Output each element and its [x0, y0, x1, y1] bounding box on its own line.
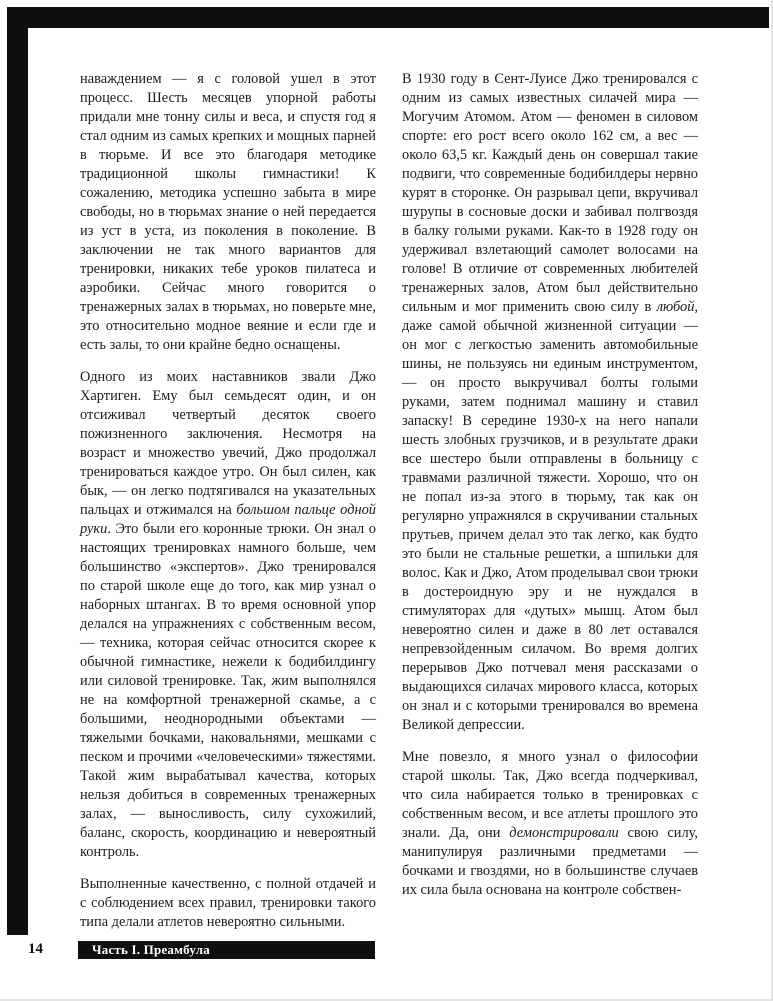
left-border-bar: [7, 7, 28, 935]
footer-section-title: Часть I. Преамбула: [92, 942, 210, 957]
page-number: 14: [28, 941, 43, 957]
paragraph: В 1930 году в Сент-Луисе Джо тренировался с одним из самых известных силачей мира — Могучим Атомом. Атом — феномен в силовом спорте: его рост всего около 162 см, а вес — около 63,5 кг. Каждый день он совершал такие подвиги, что современные бодибилдеры нервно курят в сторонке. Он разрывал цепи, вкручивал шурупы в сосновые доски и забивал полгвоздя в балку голыми руками. Как-то в 1928 году он удерживал взлетающий самолет волосами на голове! В отличие от современных любителей тренажерных залов, Атом был действительно сильным и мог применить свою силу в любой, даже самой обычной жизненной ситуации — он мог с легкостью заменить автомобильные шины, не пользуясь ни единым инструментом, — он просто выкручивал болты голыми руками, затем поднимал машину и ставил запаску! В середине 1930-х на него напали шесть злобных грузчиков, и в результате драки все шестеро были отправлены в больницу с травмами различной тяжести. Хорошо, что он не попал из-за этого в тюрьму, так как он регулярно упражнялся в скручивании стальных прутьев, причем делал это так легко, как будто это были не стальные решетки, а шпильки для волос. Как и Джо, Атом проделывал свои трюки в достероидную эру и не нуждался в стимуляторах для «дутых» мышц. Атом был невероятно силен и даже в 80 лет оставался непревзойденным силачом. Во время долгих перерывов Джо потчевал меня рассказами о выдающихся силачах мирового класса, которых он знал и с которыми тренировался во времена Великой депрессии.: [402, 71, 698, 733]
footer-section-bar: [78, 941, 375, 959]
paragraph: Выполненные качественно, с полной отдачей и с соблюдением всех правил, тренировки такого типа делали атлетов невероятно сильными.: [80, 876, 376, 930]
page-footer: [0, 938, 773, 962]
top-border-bar: [7, 7, 769, 28]
paragraph: Одного из моих наставников звали Джо Хартиген. Ему был семьдесят один, и он отсиживал четвертый десяток своего пожизненного заключения. Несмотря на возраст и множество увечий, Джо продолжал тренироваться каждое утро. Он был силен, как бык, — он легко подтягивался на указательных пальцах и отжимался на большом пальце одной руки. Это были его коронные трюки. Он знал о настоящих тренировках намного больше, чем большинство «экспертов». Джо тренировался по старой школе еще до того, как мир узнал о наборных штангах. В то время основной упор делался на упражнениях с собственным весом, — техника, которая сейчас относится скорее к обычной гимнастике, нежели к бодибилдингу или силовой тренировке. Так, жим выполнялся не на комфортной тренажерной скамье, а с большими, неоднородными объектами — тяжелыми бочками, наковальнями, мешками с песком и прочими «человеческими» тяжестями. Такой жим вырабатывал качества, которых нельзя добиться в современных тренажерных залах, — выносливость, силу сухожилий, баланс, скорость, координацию и невероятный контроль.: [80, 369, 376, 860]
paragraph: Мне повезло, я много узнал о философии старой школы. Так, Джо всегда подчеркивал, что сила набирается только в тренировках с собственным весом, и все атлеты прошлого это знали. Да, они демонстрировали свою силу, манипулируя различными предметами — бочками и гвоздями, но в большинстве случаев их сила была основана на контроле собствен-: [402, 749, 698, 898]
page-content: [80, 70, 698, 932]
text-column-left: [80, 70, 376, 932]
text-column-right: [402, 70, 698, 932]
paragraph: наваждением — я с головой ушел в этот процесс. Шесть месяцев упорной работы придали мне тонну силы и веса, и спустя год я стал одним из самых крепких и мощных парней в тюрьме. И все это благодаря методике традиционной школы гимнастики! К сожалению, методика успешно забыта в мире свободы, но в тюрьмах знание о ней передается из уст в уста, из поколения в поколение. В заключении не так много вариантов для тренировки, никаких тебе уроков пилатеса и аэробики. Сейчас много говорится о тренажерных залах в тюрьмах, но поверьте мне, это относительно модное веяние и если где и есть залы, то они крайне бедно оснащены.: [80, 71, 376, 353]
